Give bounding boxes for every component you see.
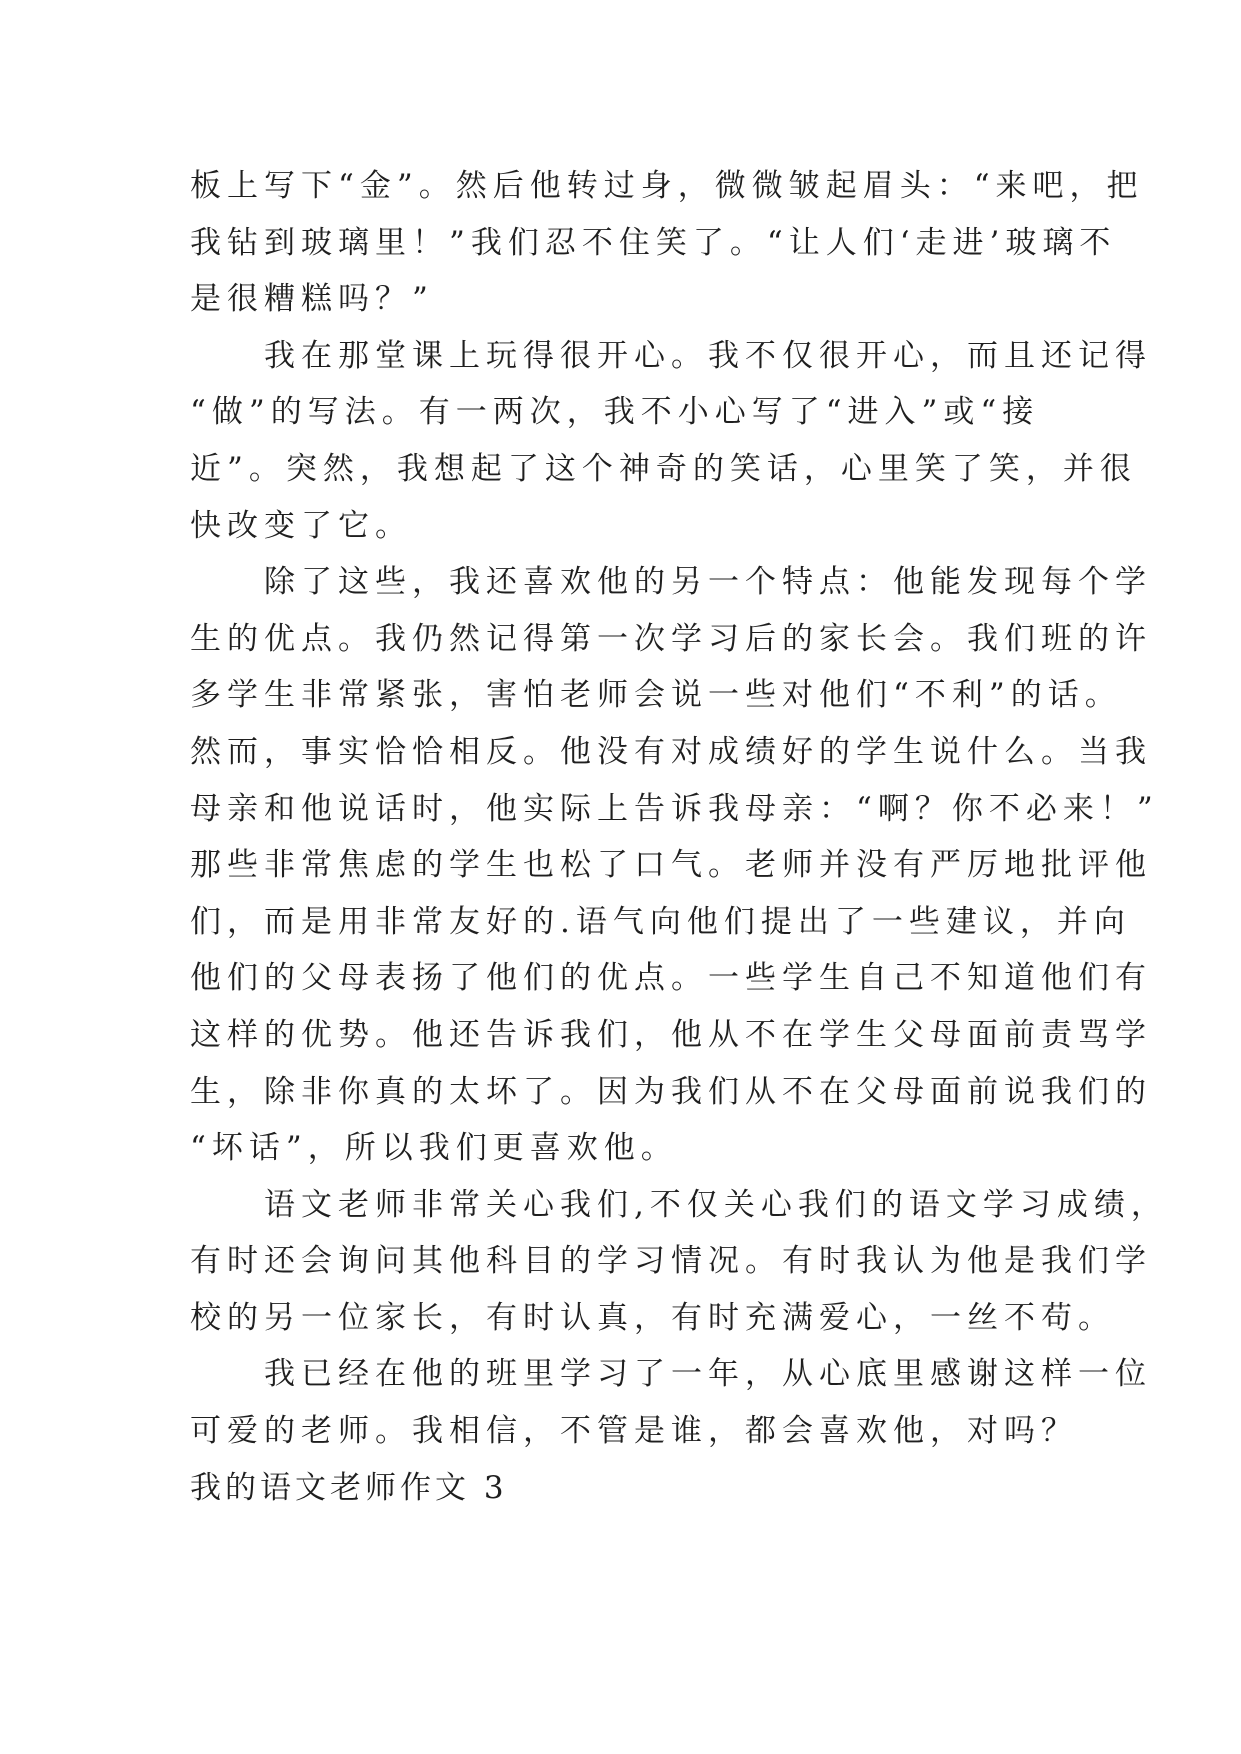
text-line: 近”。突然，我想起了这个神奇的笑话，心里笑了笑，并很 [190,450,1137,487]
text-line: 我已经在他的班里学习了一年，从心底里感谢这样一位 [190,1356,1152,1393]
section-heading: 我的语文老师作文 3 [190,1469,508,1506]
text-line: 生的优点。我仍然记得第一次学习后的家长会。我们班的许 [190,620,1152,657]
text-line: 除了这些，我还喜欢他的另一个特点：他能发现每个学 [190,564,1152,601]
article-body [190,158,1168,1516]
text-line: 母亲和他说话时，他实际上告诉我母亲：“啊？你不必来！” [190,790,1159,827]
text-line: 是很糟糕吗？” [190,281,434,318]
text-line: “做”的写法。有一两次，我不小心写了“进入”或“接 [190,394,1040,431]
text-line: 那些非常焦虑的学生也松了口气。老师并没有严厉地批评他 [190,847,1152,884]
text-line: 校的另一位家长，有时认真，有时充满爱心，一丝不苟。 [190,1299,1115,1336]
text-line: 我在那堂课上玩得很开心。我不仅很开心，而且还记得 [190,337,1152,374]
text-line: 语文老师非常关心我们,不仅关心我们的语文学习成绩， [190,1186,1168,1223]
text-line: “坏话”，所以我们更喜欢他。 [190,1130,678,1167]
text-line: 这样的优势。他还告诉我们，他从不在学生父母面前责骂学 [190,1016,1152,1053]
text-line: 他们的父母表扬了他们的优点。一些学生自己不知道他们有 [190,960,1152,997]
text-line: 们，而是用非常友好的.语气向他们提出了一些建议，并向 [190,903,1131,940]
text-line: 板上写下“金”。然后他转过身，微微皱起眉头：“来吧，把 [190,168,1144,204]
text-line: 我钻到玻璃里！”我们忍不住笑了。“让人们‘走进’玻璃不 [190,224,1117,261]
text-line: 然而，事实恰恰相反。他没有对成绩好的学生说什么。当我 [190,733,1152,770]
text-line: 有时还会询问其他科目的学习情况。有时我认为他是我们学 [190,1243,1152,1280]
text-line: 可爱的老师。我相信，不管是谁，都会喜欢他，对吗？ [190,1413,1078,1450]
text-line: 快改变了它。 [190,507,412,544]
text-line: 生，除非你真的太坏了。因为我们从不在父母面前说我们的 [190,1073,1152,1110]
text-line: 多学生非常紧张，害怕老师会说一些对他们“不利”的话。 [190,677,1122,714]
